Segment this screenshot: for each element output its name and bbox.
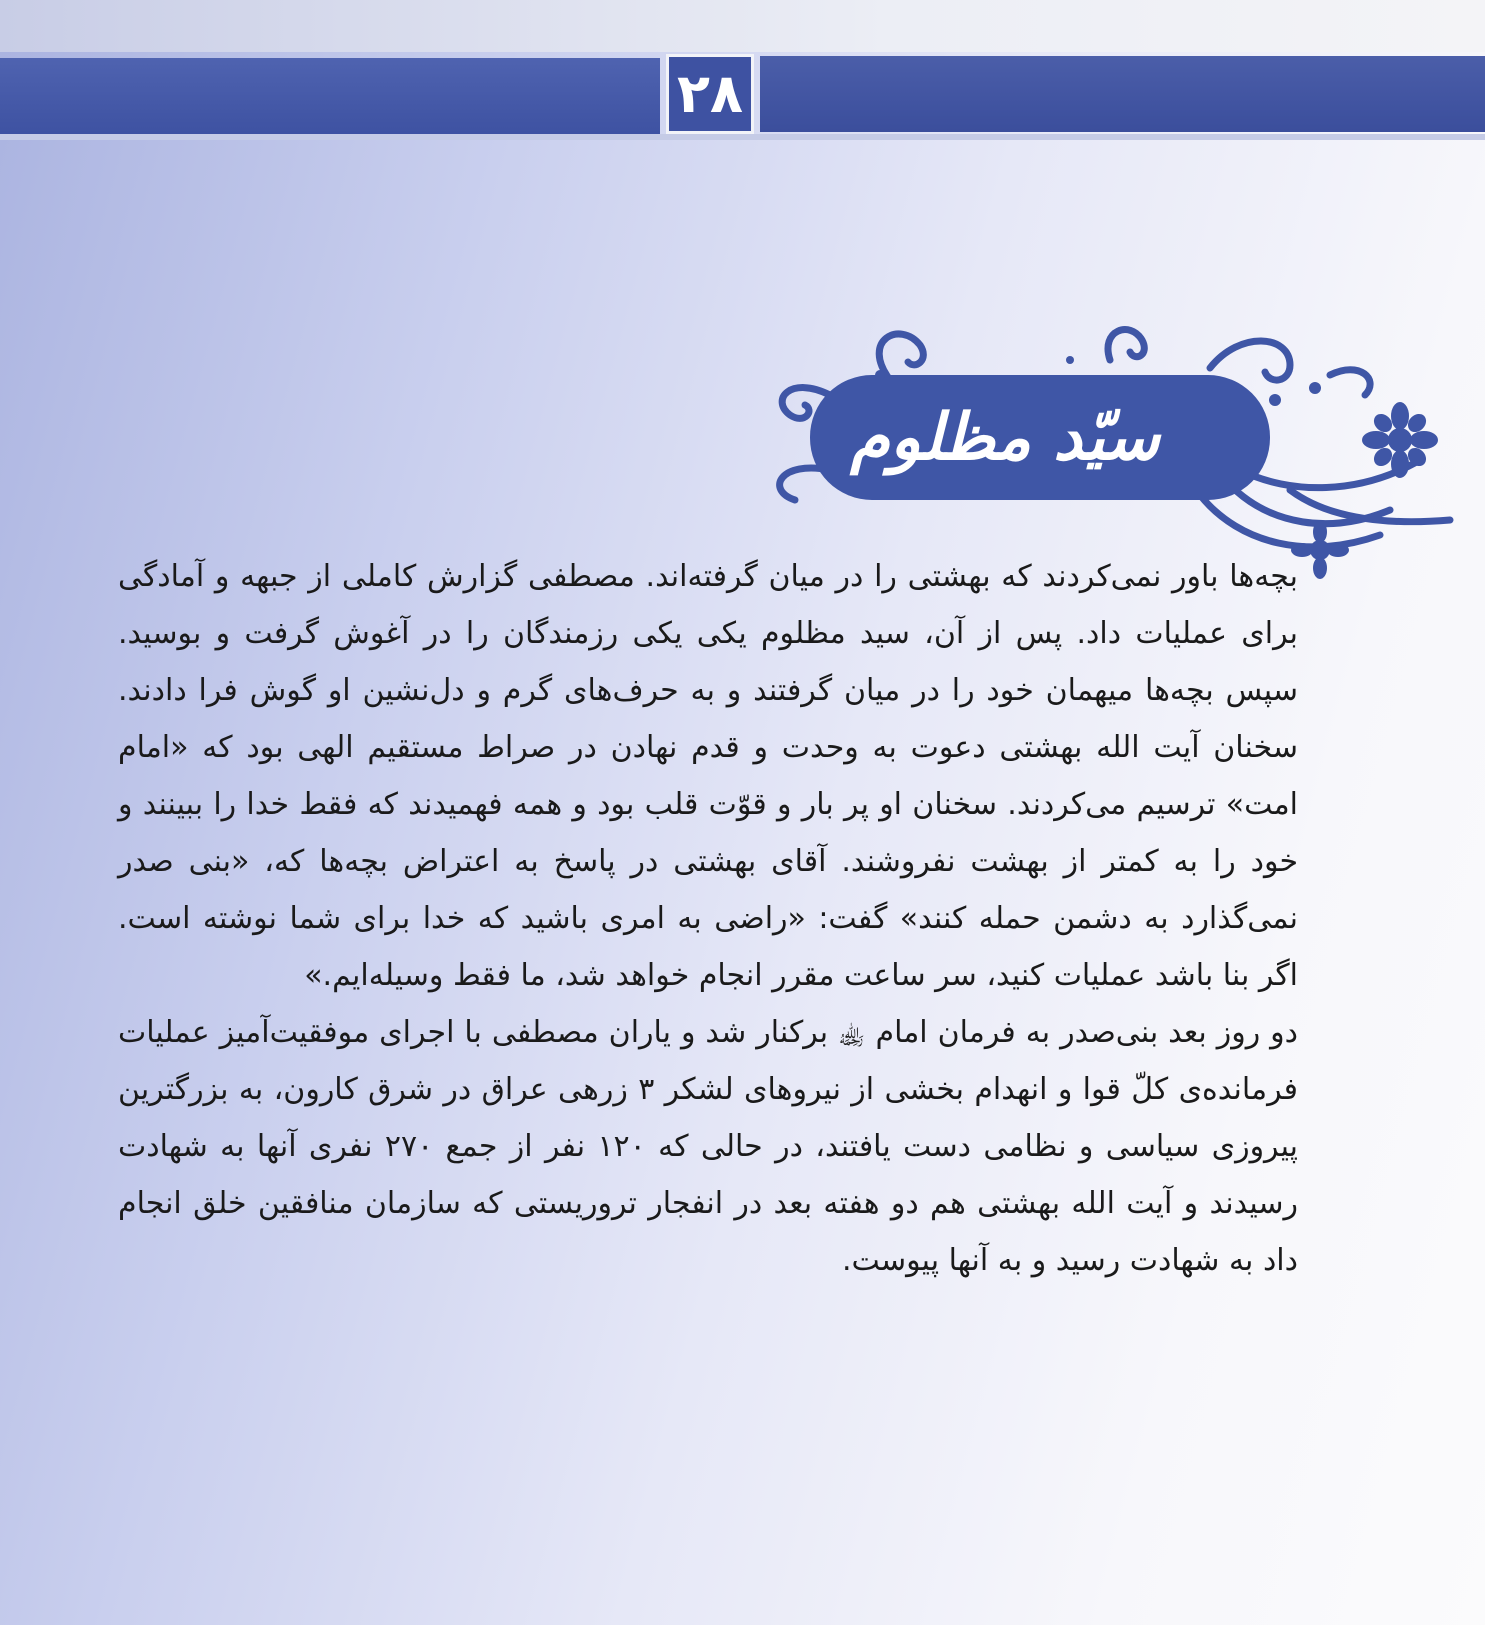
paragraph-2: دو روز بعد بنی‌صدر به فرمان امام ﵀ برکنار شد و یاران مصطفی با اجرای موفقیت‌آمیز عملیات فرمانده‌ی کلّ قوا و انهدام بخشی از نیروهای لشکر ۳ زرهی عراق در شرق کارون، به بزرگترین پیروزی سیاسی و نظامی دست یافتند، در حالی که ۱۲۰ نفر از جمع ۲۷۰ نفری آنها به شهادت رسیدند و آیت الله بهشتی هم دو هفته بعد در انفجار تروریستی که سازمان منافقین خلق انجام داد به شهادت رسید و به آنها پیوست. xyxy=(118,1015,1299,1278)
header-band-underline xyxy=(0,134,1485,140)
chapter-title: سیّد مظلوم xyxy=(850,400,1160,475)
header-band-left xyxy=(0,58,660,134)
top-strip xyxy=(0,0,1485,52)
page-number: ۲۸ xyxy=(666,54,754,134)
body-text xyxy=(118,548,1298,1289)
header-band-right xyxy=(760,56,1485,132)
paragraph-1: بچه‌ها باور نمی‌کردند که بهشتی را در میان گرفته‌اند. مصطفی گزارش کاملی از جبهه و آمادگی برای عملیات داد. پس از آن، سید مظلوم یکی یکی رزمندگان را در آغوش گرفت و بوسید. سپس بچه‌ها میهمان خود را در میان گرفتند و به حرف‌های گرم و دل‌نشین او گوش فرا دادند. سخنان آیت الله بهشتی دعوت به وحدت و قدم نهادن در صراط مستقیم الهی بود که «امام امت» ترسیم می‌کردند. سخنان او پر بار و قوّت قلب بود و همه فهمیدند که فقط خدا را ببینند و خود را به کمتر از بهشت نفروشند. آقای بهشتی در پاسخ به اعتراض بچه‌ها که، «بنی صدر نمی‌گذارد به دشمن حمله کنند» گفت: «راضی به امری باشید که خدا برای شما نوشته است. اگر بنا باشد عملیات کنید، سر ساعت مقرر انجام خواهد شد، ما فقط وسیله‌ایم.» xyxy=(118,559,1298,993)
